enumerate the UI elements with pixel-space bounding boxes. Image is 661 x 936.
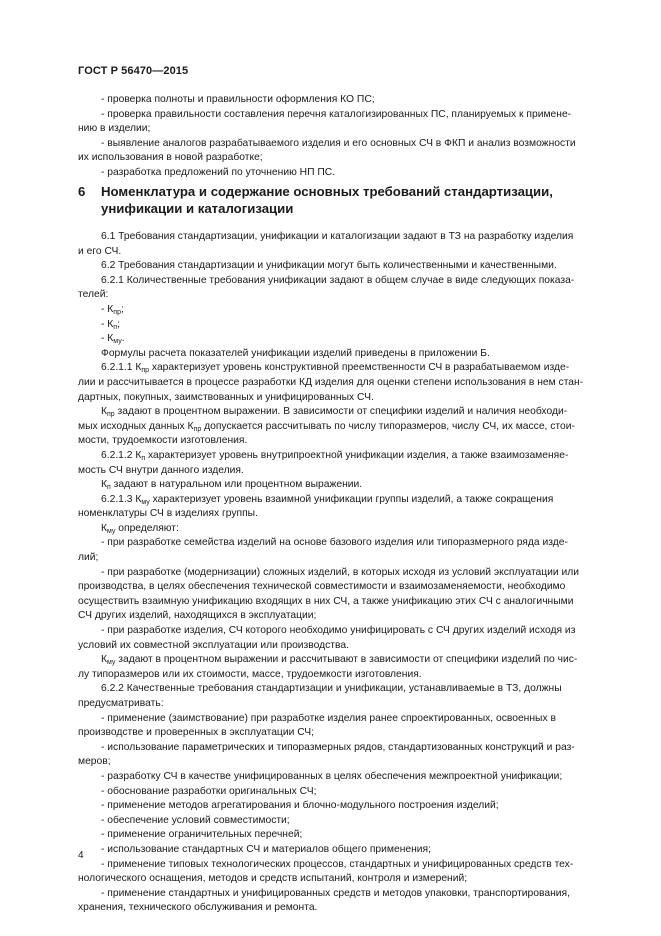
paragraph-6-2-1-3: 6.2.1.3 $К_{му}$ характеризует уровень взаимной унификации группы изделий, а также сокращения номенклатуры СЧ в изделиях группы.: [78, 493, 554, 520]
list-item: - проверка правильности составления перечня каталогизированных ПС, планируемых к примене- нию в изделии;: [78, 108, 572, 135]
section-heading: [78, 183, 591, 217]
list-item: - разработку СЧ в качестве унифицированных в целях обеспечения межпроектной унификации;: [101, 770, 563, 782]
list-item: - применение стандартных и унифицированных средств и методов упаковки, транспортирования, хранения, технического обслуживания и ремонта.: [78, 887, 570, 914]
paragraph-6-2: 6.2 Требования стандартизации и унификации могут быть количественными и качественными.: [101, 260, 557, 272]
list-item: - обоснование разработки оригинальных СЧ;: [101, 785, 317, 797]
list-item: - применение методов агрегатирования и блочно-модульного построения изделий;: [101, 800, 499, 812]
paragraph-k-p-natural: $К_п$ задают в натуральном или процентном выражении.: [101, 479, 363, 492]
indicator-k-p: - $К_п$;: [101, 318, 120, 331]
list-item: - разработка предложений по уточнению НП ПС.: [101, 166, 336, 178]
paragraph-k-mu-percent: $К_{му}$ задают в процентном выражении и рассчитывают в зависимости от специфики изделий по чис- лу типоразмеров или их стоимости, массе, трудоемкости изготовления.: [78, 654, 578, 680]
top-list: [78, 93, 591, 181]
standard-header: ГОСТ Р 56470—2015: [78, 65, 189, 77]
paragraph-6-2-1-1: 6.2.1.1 $К_{пр}$ характеризует уровень конструктивной преемственности СЧ в разрабатываемом изде- лии и рассчитывается в процессе разработки КД изделия для оценки степени использования в нем стан- дартных, покупных, заимствованных и унифицированных СЧ.: [78, 362, 584, 403]
section-body: [78, 230, 591, 916]
list-item: - применение типовых технологических процессов, стандартных и унифицированных средств тех- нологического оснащения, методов и средств испытаний, контроля и измерений;: [78, 858, 574, 885]
paragraph-k-pr-percent: $К_{пр}$ задают в процентном выражении. В зависимости от специфики изделий и наличия необходи- мых исходных данных $К_{пр}$ допускается рассчитывать по числу типоразмеров, числу СЧ, их массе, стои- мости, трудоемкости изготовления.: [78, 406, 575, 447]
list-item: - применение (заимствование) при разработке изделия ранее спроектированных, освоенных в производстве и проверенных в эксплуатации СЧ;: [78, 712, 556, 739]
section-title-line2: унификации и каталогизации: [101, 201, 294, 216]
indicator-k-mu: - $К_{му}$.: [101, 333, 125, 346]
list-item: - выявление аналогов разрабатываемого изделия и его основных СЧ в ФКП и анализ возможности их использования в новой разработке;: [78, 137, 576, 164]
list-item: - применение ограничительных перечней;: [101, 829, 303, 841]
list-item: - при разработке семейства изделий на основе базового изделия или типоразмерного ряда изде- лий;: [78, 537, 568, 564]
page-number: 4: [78, 850, 84, 861]
paragraph-k-mu-define: $К_{му}$ определяют:: [101, 522, 179, 535]
list-item: - при разработке (модернизации) сложных изделий, в которых исходя из условий эксплуатации или производства, в целях обеспечения технической совместимости и взаимозаменяемости, необходимо осуществить взаимную унификацию входящих в них СЧ, а также унификацию этих СЧ с аналогичными СЧ других изделий, находящихся в эксплуатации;: [78, 566, 580, 622]
paragraph-formulas: Формулы расчета показателей унификации изделий приведены в приложении Б.: [101, 347, 490, 359]
paragraph-6-2-1-2: 6.2.1.2 $К_п$ характеризует уровень внутрипроектной унификации изделия, а также взаимозаменяе- мость СЧ внутри данного изделия.: [78, 449, 569, 476]
section-title-line1: Номенклатура и содержание основных требований стандартизации,: [101, 184, 553, 199]
paragraph-6-2-1: 6.2.1 Количественные требования унификации задают в общем случае в виде следующих показа- телей:: [78, 274, 575, 301]
paragraph-6-1: 6.1 Требования стандартизации, унификации и каталогизации задают в ТЗ на разработку изделия и его СЧ.: [78, 231, 574, 257]
indicator-k-pr: - $К_{пр}$;: [101, 303, 124, 316]
list-item: - при разработке изделия, СЧ которого необходимо унифицировать с СЧ других изделий исходя из условий их совместной эксплуатации или производства.: [78, 625, 576, 651]
list-item: - использование стандартных СЧ и материалов общего применения;: [101, 843, 431, 855]
list-item: - обеспечение условий совместимости;: [101, 814, 290, 826]
list-item: - использование параметрических и типоразмерных рядов, стандартизованных конструкций и раз- меров;: [78, 741, 575, 768]
paragraph-6-2-2: 6.2.2 Качественные требования стандартизации и унификации, устанавливаемые в ТЗ, должны предусматривать:: [78, 683, 562, 709]
section-number: 6: [78, 184, 86, 199]
list-item: - проверка полноты и правильности оформления КО ПС;: [101, 94, 375, 105]
